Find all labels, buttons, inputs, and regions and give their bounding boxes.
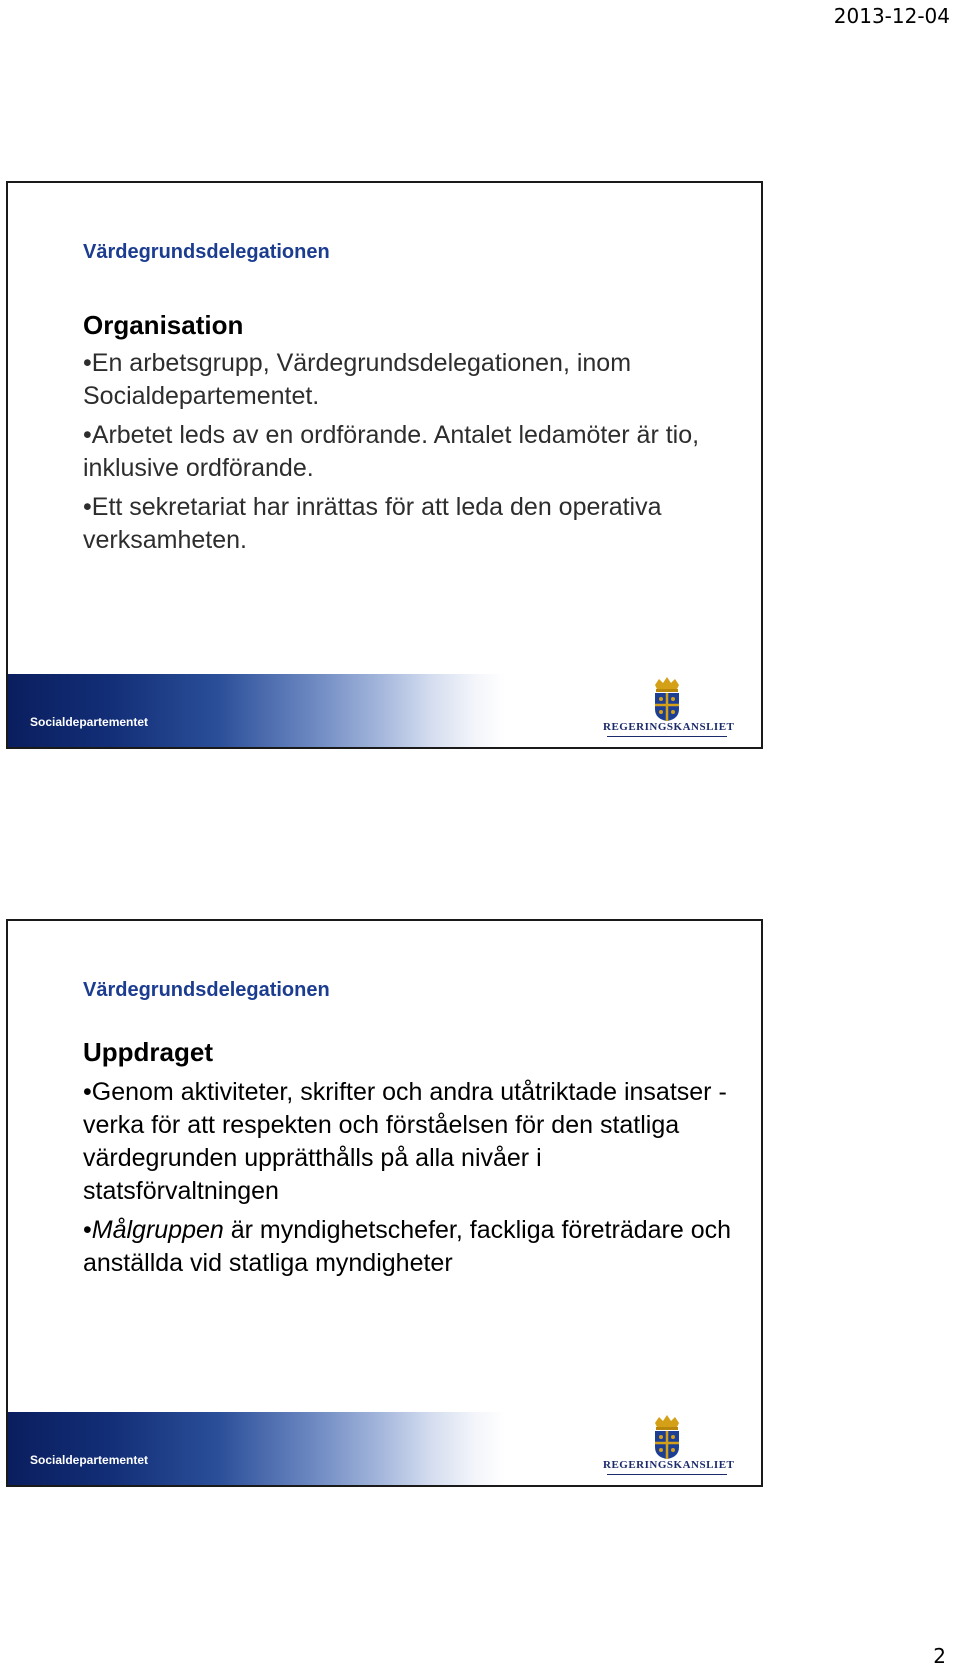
logo-text: REGERINGSKANSLIET [603, 721, 735, 733]
regeringskansliet-logo [603, 677, 735, 739]
bullet-item [83, 1076, 733, 1208]
bullet-dot-icon [83, 493, 92, 521]
bullet-text: En arbetsgrupp, Värdegrundsdelegationen, inom Socialdepartementet. [83, 349, 632, 410]
footer-department-label: Socialdepartementet [30, 715, 149, 729]
bullet-item [83, 491, 733, 557]
bullet-dot-icon [83, 1216, 92, 1244]
bullet-text: Genom aktiviteter, skrifter och andra utåtriktade insatser - verka för att respekten och förståelsen för den statliga värdegrunden upprätthålls på alla nivåer i statsförvaltningen [83, 1078, 727, 1205]
bullet-dot-icon [83, 421, 92, 449]
bullet-dot-icon [83, 1078, 92, 1106]
logo-text: REGERINGSKANSLIET [603, 1459, 735, 1471]
slide-body [83, 347, 733, 563]
bullet-emphasis: Målgruppen [91, 1216, 224, 1244]
slide-header: Värdegrundsdelegationen [83, 979, 330, 1001]
logo-underline [607, 1474, 727, 1475]
regeringskansliet-crest-icon [603, 1415, 731, 1459]
bullet-dot-icon [83, 349, 92, 377]
slide-header: Värdegrundsdelegationen [83, 241, 330, 263]
slide-organisation [6, 181, 763, 749]
slide-footer [8, 1412, 761, 1485]
bullet-text: Ett sekretariat har inrättas för att leda den operativa verksamheten. [83, 493, 662, 554]
slide-uppdraget [6, 919, 763, 1487]
regeringskansliet-crest-icon [603, 677, 731, 721]
bullet-item [83, 1214, 733, 1280]
slide-title: Uppdraget [83, 1037, 213, 1067]
slide-title: Organisation [83, 310, 244, 340]
bullet-text: är myndighetschefer, fackliga företrädare och anställda vid statliga myndigheter [83, 1216, 732, 1277]
page-date: 2013-12-04 [833, 4, 950, 28]
footer-department-label: Socialdepartementet [30, 1453, 149, 1467]
logo-underline [607, 736, 727, 737]
bullet-text: Arbetet leds av en ordförande. Antalet ledamöter är tio, inklusive ordförande. [83, 421, 700, 482]
bullet-item [83, 347, 733, 413]
slide-body [83, 1076, 733, 1286]
page-number: 2 [933, 1644, 946, 1668]
regeringskansliet-logo [603, 1415, 735, 1477]
bullet-item [83, 419, 733, 485]
slide-footer [8, 674, 761, 747]
